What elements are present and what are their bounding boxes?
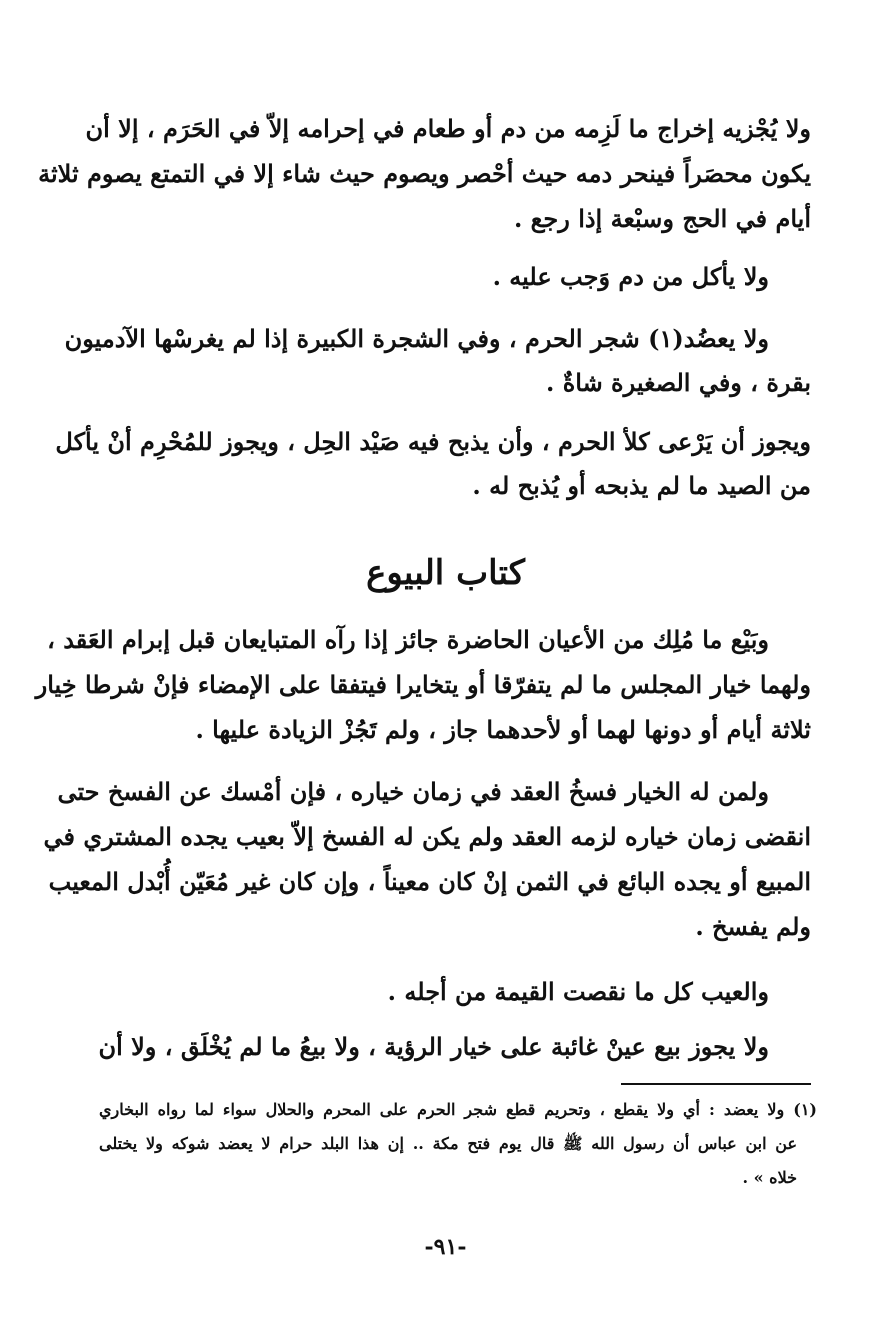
text-line: ولهما خيار المجلس ما لم يتفرّقا أو يتخايرا فيتفقا على الإمضاء فإنْ شرطا خِيار xyxy=(35,670,811,699)
text-line: ولا يأكل من دم وَجب عليه . xyxy=(492,262,769,291)
text-line: ولمن له الخيار فسخُ العقد في زمان خياره ، فإن أمْسك عن الفسخ حتى xyxy=(57,777,769,806)
footnote-line: عن ابن عباس أن رسول الله ﷺ قال يوم فتح مكة .. إن هذا البلد حرام لا يعضد شوكه ولا يختلى xyxy=(99,1134,797,1153)
text-line: وبَيْع ما مُلِك من الأعيان الحاضرة جائز إذا رآه المتبايعان قبل إبرام العَقد ، xyxy=(47,625,769,654)
page-number: -٩١- xyxy=(424,1234,467,1260)
text-line: يكون محصَراً فينحر دمه حيث أحْصر ويصوم حيث شاء إلا في التمتع يصوم ثلاثة xyxy=(38,159,811,188)
text-line: بقرة ، وفي الصغيرة شاةٌ . xyxy=(545,368,811,397)
text-line: ولم يفسخ . xyxy=(695,912,811,941)
text-line: انقضى زمان خياره لزمه العقد ولم يكن له الفسخ إلاّ بعيب يجده المشتري في xyxy=(43,822,811,851)
section-heading: كتاب البيوع xyxy=(366,553,525,593)
text-line: ولا يجوز بيع عينْ غائبة على خيار الرؤية ، ولا بيعُ ما لم يُخْلَق ، ولا أن xyxy=(98,1032,769,1061)
text-line: ولا يعضُد(١) شجر الحرم ، وفي الشجرة الكبيرة إذا لم يغرسْها الآدميون xyxy=(64,324,769,353)
text-line: والعيب كل ما نقصت القيمة من أجله . xyxy=(387,977,769,1006)
footnote-line: خلاه » . xyxy=(742,1168,797,1187)
text-line: ولا يُجْزيه إخراج ما لَزِمه من دم أو طعام في إحرامه إلاّ في الحَرَم ، إلا أن xyxy=(85,114,811,143)
text-line: من الصيد ما لم يذبحه أو يُذبح له . xyxy=(472,471,811,500)
text-line: أيام في الحج وسبْعة إذا رجع . xyxy=(513,204,811,233)
text-line: المبيع أو يجده البائع في الثمن إنْ كان معيناً ، وإن كان غير مُعَيّن أُبْدل المعيب xyxy=(48,867,811,896)
text-line: ثلاثة أيام أو دونها لهما أو لأحدهما جاز ، ولم تَجُزْ الزيادة عليها . xyxy=(195,715,811,744)
text-line: ويجوز أن يَرْعى كلأ الحرم ، وأن يذبح فيه صَيْد الحِل ، ويجوز للمُحْرِم أنْ يأكل xyxy=(55,427,811,456)
footnote-separator xyxy=(621,1083,811,1085)
footnote-line: (١) ولا يعضد : أي ولا يقطع ، وتحريم قطع شجر الحرم على المحرم والحلال سواء لما رواه البخاري xyxy=(99,1100,817,1119)
